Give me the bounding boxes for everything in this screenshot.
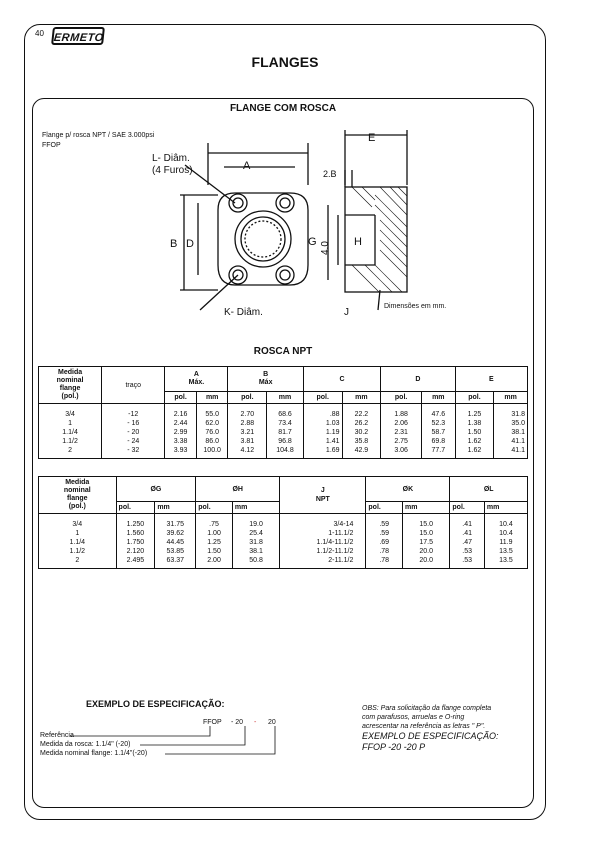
table-cell: 1.1/4-11.1/2 <box>280 538 366 547</box>
col-d: D <box>381 367 455 392</box>
label-2b: 2.B <box>323 169 337 179</box>
table-cell: 1 <box>75 529 80 537</box>
table-cell: - 16 <box>102 419 165 428</box>
table-cell: 1.62 <box>455 446 494 455</box>
label-a: A <box>243 160 251 172</box>
table-row <box>39 529 528 538</box>
table-cell: 42.9 <box>342 446 381 455</box>
table-cell: 31.8 <box>232 538 279 547</box>
table-cell: 3.21 <box>228 428 267 437</box>
table-cell: .59 <box>366 520 403 529</box>
table-cell: 1.03 <box>303 419 342 428</box>
table-cell: .53 <box>450 547 484 556</box>
flange-drawing <box>140 125 440 325</box>
col-medida-2: Medida nominal flange (pol.) <box>39 477 117 514</box>
table-cell: 55.0 <box>196 410 228 419</box>
table-cell: - 32 <box>102 446 165 455</box>
table-cell: 13.5 <box>484 547 527 556</box>
table-cell: 53.85 <box>155 547 196 556</box>
table-cell: 35.0 <box>494 419 528 428</box>
table-cell: 1.62 <box>455 437 494 446</box>
dimension-note: Dimensões em mm. <box>384 303 447 310</box>
section-title: FLANGE COM ROSCA <box>229 103 337 114</box>
table-cell: 3/4-14 <box>280 520 366 529</box>
table-cell: 1.1/4 <box>62 428 78 436</box>
col-a: A Máx. <box>165 367 228 392</box>
obs-line-1: OBS: Para solicitação da flange completa <box>362 705 492 712</box>
table-cell: .75 <box>196 520 233 529</box>
table-cell: 35.8 <box>342 437 381 446</box>
page-number: 40 <box>35 29 44 38</box>
col-g: ØG <box>116 477 196 502</box>
page-title: FLANGES <box>251 54 319 70</box>
label-d: D <box>186 238 194 250</box>
table-cell: 2.75 <box>381 437 422 446</box>
label-g: G <box>308 236 317 248</box>
table-cell: 1.00 <box>196 529 233 538</box>
table-cell: 31.75 <box>155 520 196 529</box>
table-cell: 1.19 <box>303 428 342 437</box>
ermeto-logo: ERMETO <box>51 27 105 45</box>
label-b: B <box>170 238 178 250</box>
table-cell: 41.1 <box>494 437 528 446</box>
table-cell: - 20 <box>102 428 165 437</box>
code-dash: - <box>254 719 257 726</box>
label-4-0: 4.0 <box>320 241 331 255</box>
table-cell: 2.120 <box>116 547 155 556</box>
col-b: B Máx <box>228 367 303 392</box>
col-c: C <box>303 367 380 392</box>
table-cell: 1.50 <box>196 547 233 556</box>
table-cell: 20.0 <box>403 547 450 556</box>
table-cell: 17.5 <box>403 538 450 547</box>
table-cell: 76.0 <box>196 428 228 437</box>
table-cell: 2.99 <box>165 428 197 437</box>
label-h: H <box>354 236 362 248</box>
table-cell: 10.4 <box>484 529 527 538</box>
table-cell: 62.0 <box>196 419 228 428</box>
obs-line-4: EXEMPLO DE ESPECIFICAÇÃO: <box>362 731 499 741</box>
table-row <box>39 410 528 419</box>
table-cell: .41 <box>450 529 484 538</box>
col-h: ØH <box>196 477 280 502</box>
table-cell: 68.6 <box>267 410 304 419</box>
table-cell: 10.4 <box>484 520 527 529</box>
table-cell: 1.560 <box>116 529 155 538</box>
table-cell: - 24 <box>102 437 165 446</box>
table-cell: .69 <box>366 538 403 547</box>
col-j: J NPT <box>280 477 366 514</box>
obs-line-2: com parafusos, arruelas e O-ring <box>362 714 465 721</box>
col-traco: traço <box>102 367 165 404</box>
table-cell: 86.0 <box>196 437 228 446</box>
table-cell: 47.6 <box>422 410 456 419</box>
table-row <box>39 520 528 529</box>
table-cell: 38.1 <box>232 547 279 556</box>
table-cell: 1.1/2 <box>62 437 78 445</box>
table-cell: 1.69 <box>303 446 342 455</box>
table-cell: 96.8 <box>267 437 304 446</box>
table-cell: 1.1/4 <box>69 538 86 546</box>
code-ffop: FFOP <box>203 719 222 726</box>
table-cell: 31.8 <box>494 410 528 419</box>
table-cell: 39.62 <box>155 529 196 538</box>
table-cell: 1.25 <box>455 410 494 419</box>
table-row <box>39 446 528 455</box>
label-e: E <box>368 132 376 144</box>
table-cell: 81.7 <box>267 428 304 437</box>
code-20-b: 20 <box>268 719 276 726</box>
table-cell: 1.750 <box>116 538 155 547</box>
table-cell: 1 <box>68 419 73 427</box>
col-e: E <box>455 367 527 392</box>
obs-line-3: acrescentar na referência as letras " P". <box>362 723 486 730</box>
table-cell: 3/4 <box>72 520 83 528</box>
table-cell: 2.88 <box>228 419 267 428</box>
table-cell: 2.16 <box>165 410 197 419</box>
table-cell: 3.81 <box>228 437 267 446</box>
table-cell: 1.50 <box>455 428 494 437</box>
table-cell: 2.70 <box>228 410 267 419</box>
label-j: J <box>344 307 349 318</box>
table-row <box>39 419 528 428</box>
table-row <box>39 428 528 437</box>
table-cell: 73.4 <box>267 419 304 428</box>
label-4-furos: (4 Furos) <box>152 165 193 176</box>
table-cell: 25.4 <box>232 529 279 538</box>
table-cell: 3.06 <box>381 446 422 455</box>
table-cell: .53 <box>450 556 484 565</box>
rosca-npt-title: ROSCA NPT <box>253 346 313 357</box>
table-cell: 22.2 <box>342 410 381 419</box>
obs-line-5: FFOP -20 -20 P <box>362 742 426 752</box>
table-cell: 2.00 <box>196 556 233 565</box>
table-cell: 3.38 <box>165 437 197 446</box>
table-cell: 13.5 <box>484 556 527 565</box>
table-cell: 2 <box>75 556 80 564</box>
table-cell: 41.1 <box>494 446 528 455</box>
table-cell: 52.3 <box>422 419 456 428</box>
table-cell: 63.37 <box>155 556 196 565</box>
table-cell: 1.25 <box>196 538 233 547</box>
example-rosca: Medida da rosca: 1.1/4" (-20) <box>40 741 131 748</box>
table-cell: .78 <box>366 556 403 565</box>
table-cell: 104.8 <box>267 446 304 455</box>
table-cell: 1.41 <box>303 437 342 446</box>
code-20-a: - 20 <box>231 719 244 726</box>
table-cell: .59 <box>366 529 403 538</box>
table-row <box>39 556 528 565</box>
table-cell: 1.1/2-11.1/2 <box>280 547 366 556</box>
table-cell: .78 <box>366 547 403 556</box>
table-cell: .47 <box>450 538 484 547</box>
table-cell: 2.44 <box>165 419 197 428</box>
example-nominal: Medida nominal flange: 1.1/4"(-20) <box>40 750 148 757</box>
dimensions-table-1: Medida nominal flange (pol.) traço A Máx. B Máx C D E pol. mm pol. mm pol. mm pol. mm pol. mm 3/4 -12 2.16 55.0 2.70 68.6 .88 22.2 1.88 47.6 1.25 31.8 1 - 16 2.44 62.0 2.88 73.4 1.03 26.2 2.06 52.3 1.38 35.0 1.1/4 - 20 2.99 76.0 3.21 81.7 1.19 30.2 2.31 58.7 1.50 38.1 1.1/2 - 24 3.38 86.0 3.81 96.8 1.41 35.8 2.75 69.8 1.62 41.1 2 - 32 3.93 100.0 4.12 104.8 1.69 42.9 3.06 77.7 1.62 41.1 <box>38 366 528 459</box>
label-k-diam: K- Diâm. <box>224 307 263 318</box>
table-cell: -12 <box>102 410 165 419</box>
table-cell: 2.495 <box>116 556 155 565</box>
example-ref: Referência <box>40 732 74 739</box>
label-l-diam: L- Diâm. <box>152 153 190 164</box>
table-cell: .88 <box>303 410 342 419</box>
table-cell: 19.0 <box>232 520 279 529</box>
table-cell: 1.38 <box>455 419 494 428</box>
table-cell: 1.88 <box>381 410 422 419</box>
table-cell: 15.0 <box>403 529 450 538</box>
table-row <box>39 547 528 556</box>
col-medida: Medida nominal flange (pol.) <box>39 367 102 404</box>
table-cell: 58.7 <box>422 428 456 437</box>
table-cell: 77.7 <box>422 446 456 455</box>
table-cell: 44.45 <box>155 538 196 547</box>
table-cell: 3.93 <box>165 446 197 455</box>
table-cell: 1.250 <box>116 520 155 529</box>
table-cell: 1.1/2 <box>69 547 86 555</box>
table-cell: 20.0 <box>403 556 450 565</box>
table-cell: 2.06 <box>381 419 422 428</box>
col-l: ØL <box>450 477 528 502</box>
table-row <box>39 538 528 547</box>
dimensions-table-2: Medida nominal flange (pol.) ØG ØH J NPT ØK ØL pol. mm pol. mm pol. mm pol. mm 3/4 1.250 31.75 .75 19.0 3/4-14 .59 15.0 .41 10.4 1 1.560 39.62 1.00 25.4 1-11.1/2 .59 15.0 .41 10.4 1.1/4 1.750 44.45 1.25 31.8 1.1/4-11.1/2 .69 17.5 .47 11.9 1.1/2 2.120 53.85 1.50 38.1 1.1/2-11.1/2 .78 20.0 .53 13.5 2 2.495 63.37 2.00 50.8 2-11.1/2 .78 20.0 .53 13.5 <box>38 476 528 569</box>
table-cell: 11.9 <box>484 538 527 547</box>
table-cell: 38.1 <box>494 428 528 437</box>
table-cell: 26.2 <box>342 419 381 428</box>
table-cell: 50.8 <box>232 556 279 565</box>
table-cell: 2 <box>68 446 73 454</box>
spec-line-1: Flange p/ rosca NPT / SAE 3.000psi <box>42 132 155 139</box>
table-cell: 2.31 <box>381 428 422 437</box>
spec-line-2: FFOP <box>42 142 61 149</box>
example-title: EXEMPLO DE ESPECIFICAÇÃO: <box>86 699 225 709</box>
col-k: ØK <box>366 477 450 502</box>
table-cell: 1-11.1/2 <box>280 529 366 538</box>
table-cell: 2-11.1/2 <box>280 556 366 565</box>
table-cell: 15.0 <box>403 520 450 529</box>
table-row <box>39 437 528 446</box>
table-cell: 30.2 <box>342 428 381 437</box>
table-cell: 69.8 <box>422 437 456 446</box>
table-cell: 4.12 <box>228 446 267 455</box>
table-cell: 3/4 <box>65 410 75 418</box>
table-cell: 100.0 <box>196 446 228 455</box>
table-cell: .41 <box>450 520 484 529</box>
